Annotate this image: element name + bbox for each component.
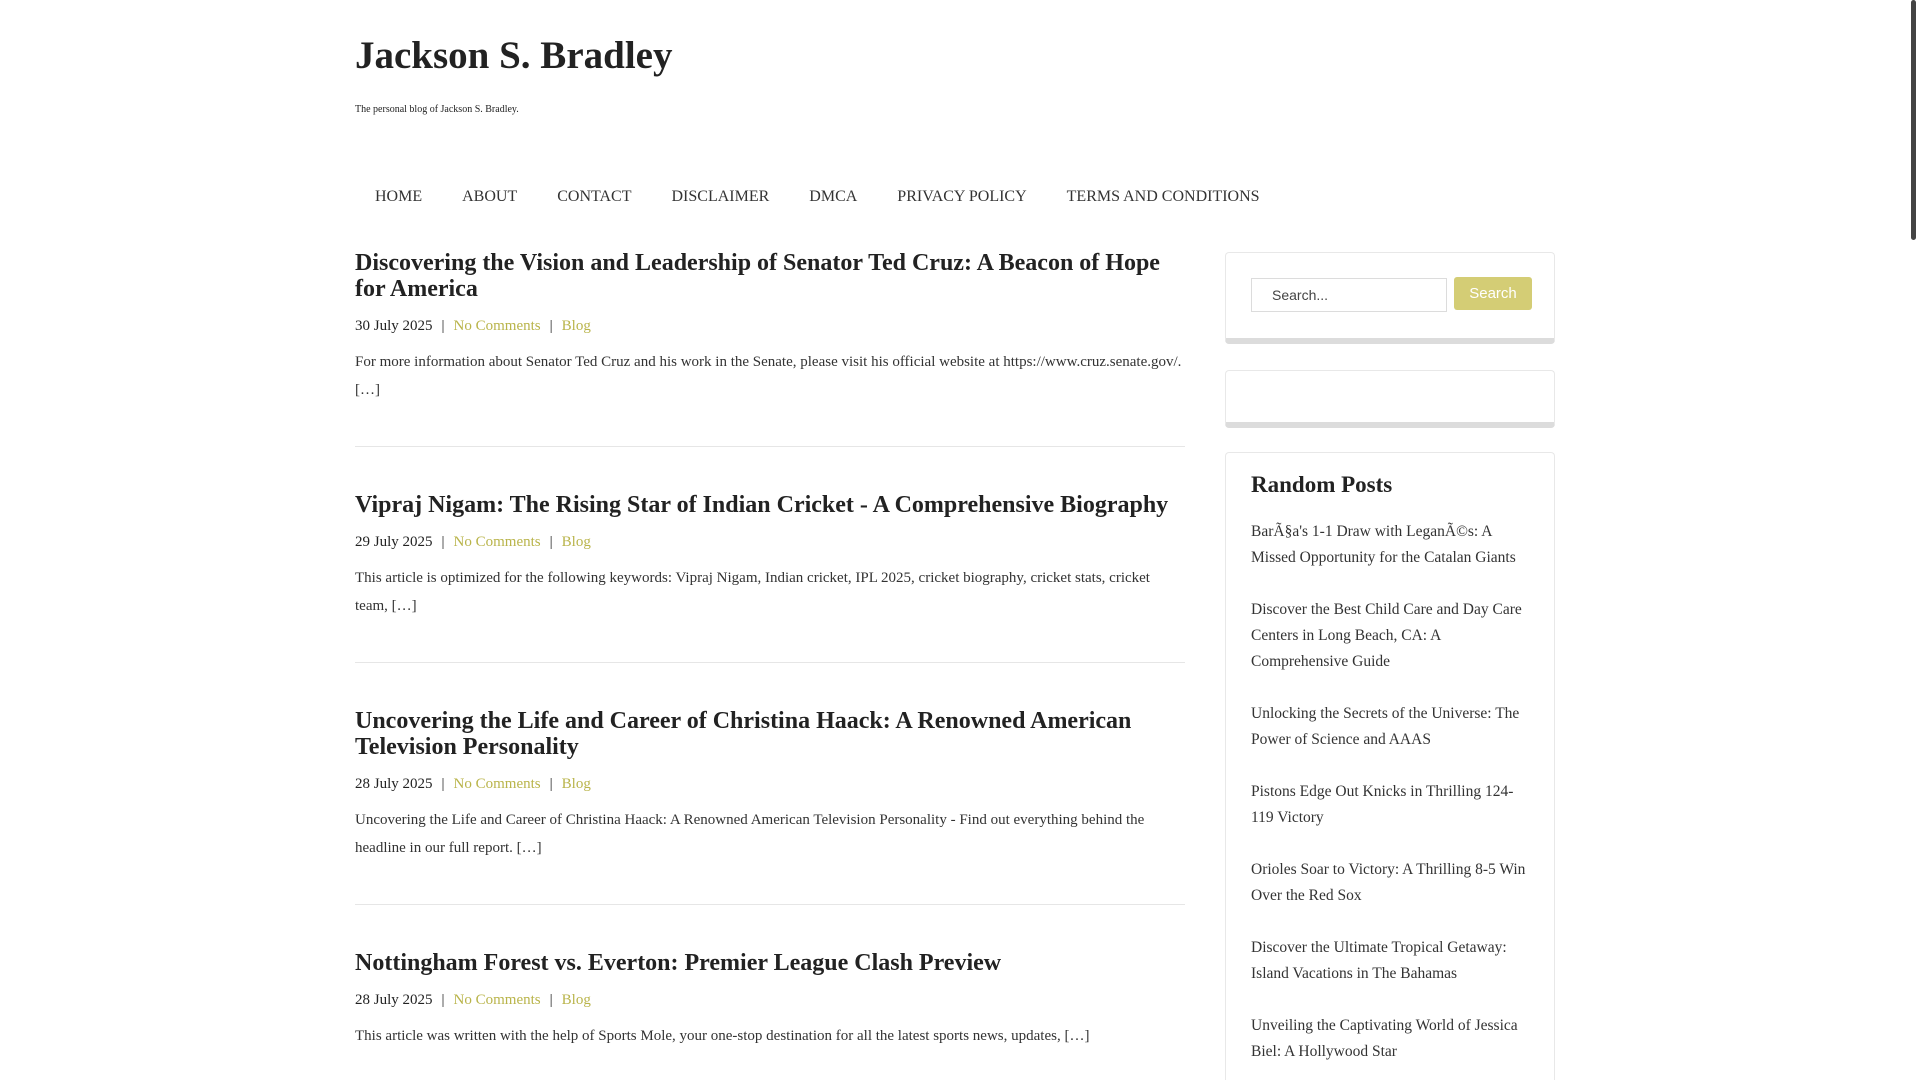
meta-separator: | [441, 534, 445, 550]
post-category-link[interactable]: Blog [561, 992, 591, 1008]
nav-item-about[interactable]: ABOUT [462, 188, 518, 205]
post-date: 28 July 2025 [355, 776, 433, 792]
post-meta [355, 990, 1185, 1010]
post-category-link[interactable]: Blog [561, 534, 591, 550]
nav-item-dmca[interactable]: DMCA [809, 188, 858, 205]
nav-item-contact[interactable]: CONTACT [557, 188, 632, 205]
post-category-link[interactable]: Blog [561, 318, 591, 334]
meta-separator: | [549, 776, 553, 792]
nav-item-privacy-policy[interactable]: PRIVACY POLICY [897, 188, 1027, 205]
post-title[interactable]: Discovering the Vision and Leadership of Senator Ted Cruz: A Beacon of Hope for America [355, 250, 1160, 302]
random-post-link[interactable]: Pistons Edge Out Knicks in Thrilling 124-119 Victory [1251, 783, 1514, 826]
random-post-link[interactable]: Unlocking the Secrets of the Universe: The Power of Science and AAAS [1251, 705, 1520, 748]
random-post-link[interactable]: Discover the Best Child Care and Day Care Centers in Long Beach, CA: A Comprehensive Guide [1251, 601, 1522, 670]
post-title[interactable]: Nottingham Forest vs. Everton: Premier League Clash Preview [355, 950, 1002, 976]
random-post-link[interactable]: Discover the Ultimate Tropical Getaway: Island Vacations in The Bahamas [1251, 939, 1507, 982]
post-comments-link[interactable]: No Comments [453, 992, 541, 1008]
nav-item-home[interactable]: HOME [375, 188, 423, 205]
nav-item-terms-and-conditions[interactable]: TERMS AND CONDITIONS [1066, 188, 1260, 205]
random-posts-title: Random Posts [1251, 472, 1393, 497]
post-item [355, 250, 1185, 447]
meta-separator: | [441, 318, 445, 334]
post-meta [355, 532, 1185, 552]
post-excerpt: This article was written with the help of Sports Mole, your one-stop destination for all the latest sports news, updates, […] [355, 1028, 1090, 1044]
random-posts-widget [1225, 452, 1555, 1080]
post-date: 29 July 2025 [355, 534, 433, 550]
post-title[interactable]: Uncovering the Life and Career of Christina Haack: A Renowned American Television Personality [355, 708, 1132, 760]
nav-item-disclaimer[interactable]: DISCLAIMER [671, 188, 770, 205]
search-widget [1225, 252, 1555, 344]
post-comments-link[interactable]: No Comments [453, 776, 541, 792]
random-post-link[interactable]: Orioles Soar to Victory: A Thrilling 8-5 Win Over the Red Sox [1251, 861, 1526, 904]
meta-separator: | [549, 318, 553, 334]
scrollbar-thumb[interactable] [1911, 0, 1916, 240]
post-meta [355, 316, 1185, 336]
site-description: The personal blog of Jackson S. Bradley. [355, 104, 519, 115]
post-meta [355, 774, 1185, 794]
post-item [355, 447, 1185, 663]
post-date: 28 July 2025 [355, 992, 433, 1008]
site-title[interactable]: Jackson S. Bradley [355, 34, 673, 77]
post-comments-link[interactable]: No Comments [453, 534, 541, 550]
post-excerpt: For more information about Senator Ted Cruz and his work in the Senate, please visit his official website at https://www.cruz.senate.gov/. […] [355, 354, 1182, 398]
post-item [355, 905, 1185, 1050]
meta-separator: | [441, 776, 445, 792]
post-date: 30 July 2025 [355, 318, 433, 334]
post-list [355, 250, 1185, 1050]
empty-widget [1225, 370, 1555, 428]
vertical-scrollbar[interactable] [1906, 0, 1920, 1080]
meta-separator: | [549, 534, 553, 550]
search-input[interactable] [1251, 278, 1447, 312]
post-title[interactable]: Vipraj Nigam: The Rising Star of Indian Cricket - A Comprehensive Biography [355, 492, 1169, 518]
random-post-link[interactable]: BarÃ§a's 1-1 Draw with LeganÃ©s: A Missed Opportunity for the Catalan Giants [1251, 523, 1516, 566]
search-button[interactable]: Search [1454, 277, 1532, 310]
main-navigation [355, 182, 1280, 212]
post-category-link[interactable]: Blog [561, 776, 591, 792]
meta-separator: | [441, 992, 445, 1008]
meta-separator: | [549, 992, 553, 1008]
sidebar [1225, 252, 1555, 1080]
random-post-link[interactable]: Unveiling the Captivating World of Jessica Biel: A Hollywood Star [1251, 1017, 1518, 1060]
post-item [355, 663, 1185, 905]
post-excerpt: This article is optimized for the following keywords: Vipraj Nigam, Indian cricket, IPL 2025, cricket biography, cricket stats, cricket team, […] [355, 570, 1150, 614]
post-excerpt: Uncovering the Life and Career of Christina Haack: A Renowned American Television Personality - Find out everything behind the headline in our full report. […] [355, 812, 1145, 856]
post-comments-link[interactable]: No Comments [453, 318, 541, 334]
